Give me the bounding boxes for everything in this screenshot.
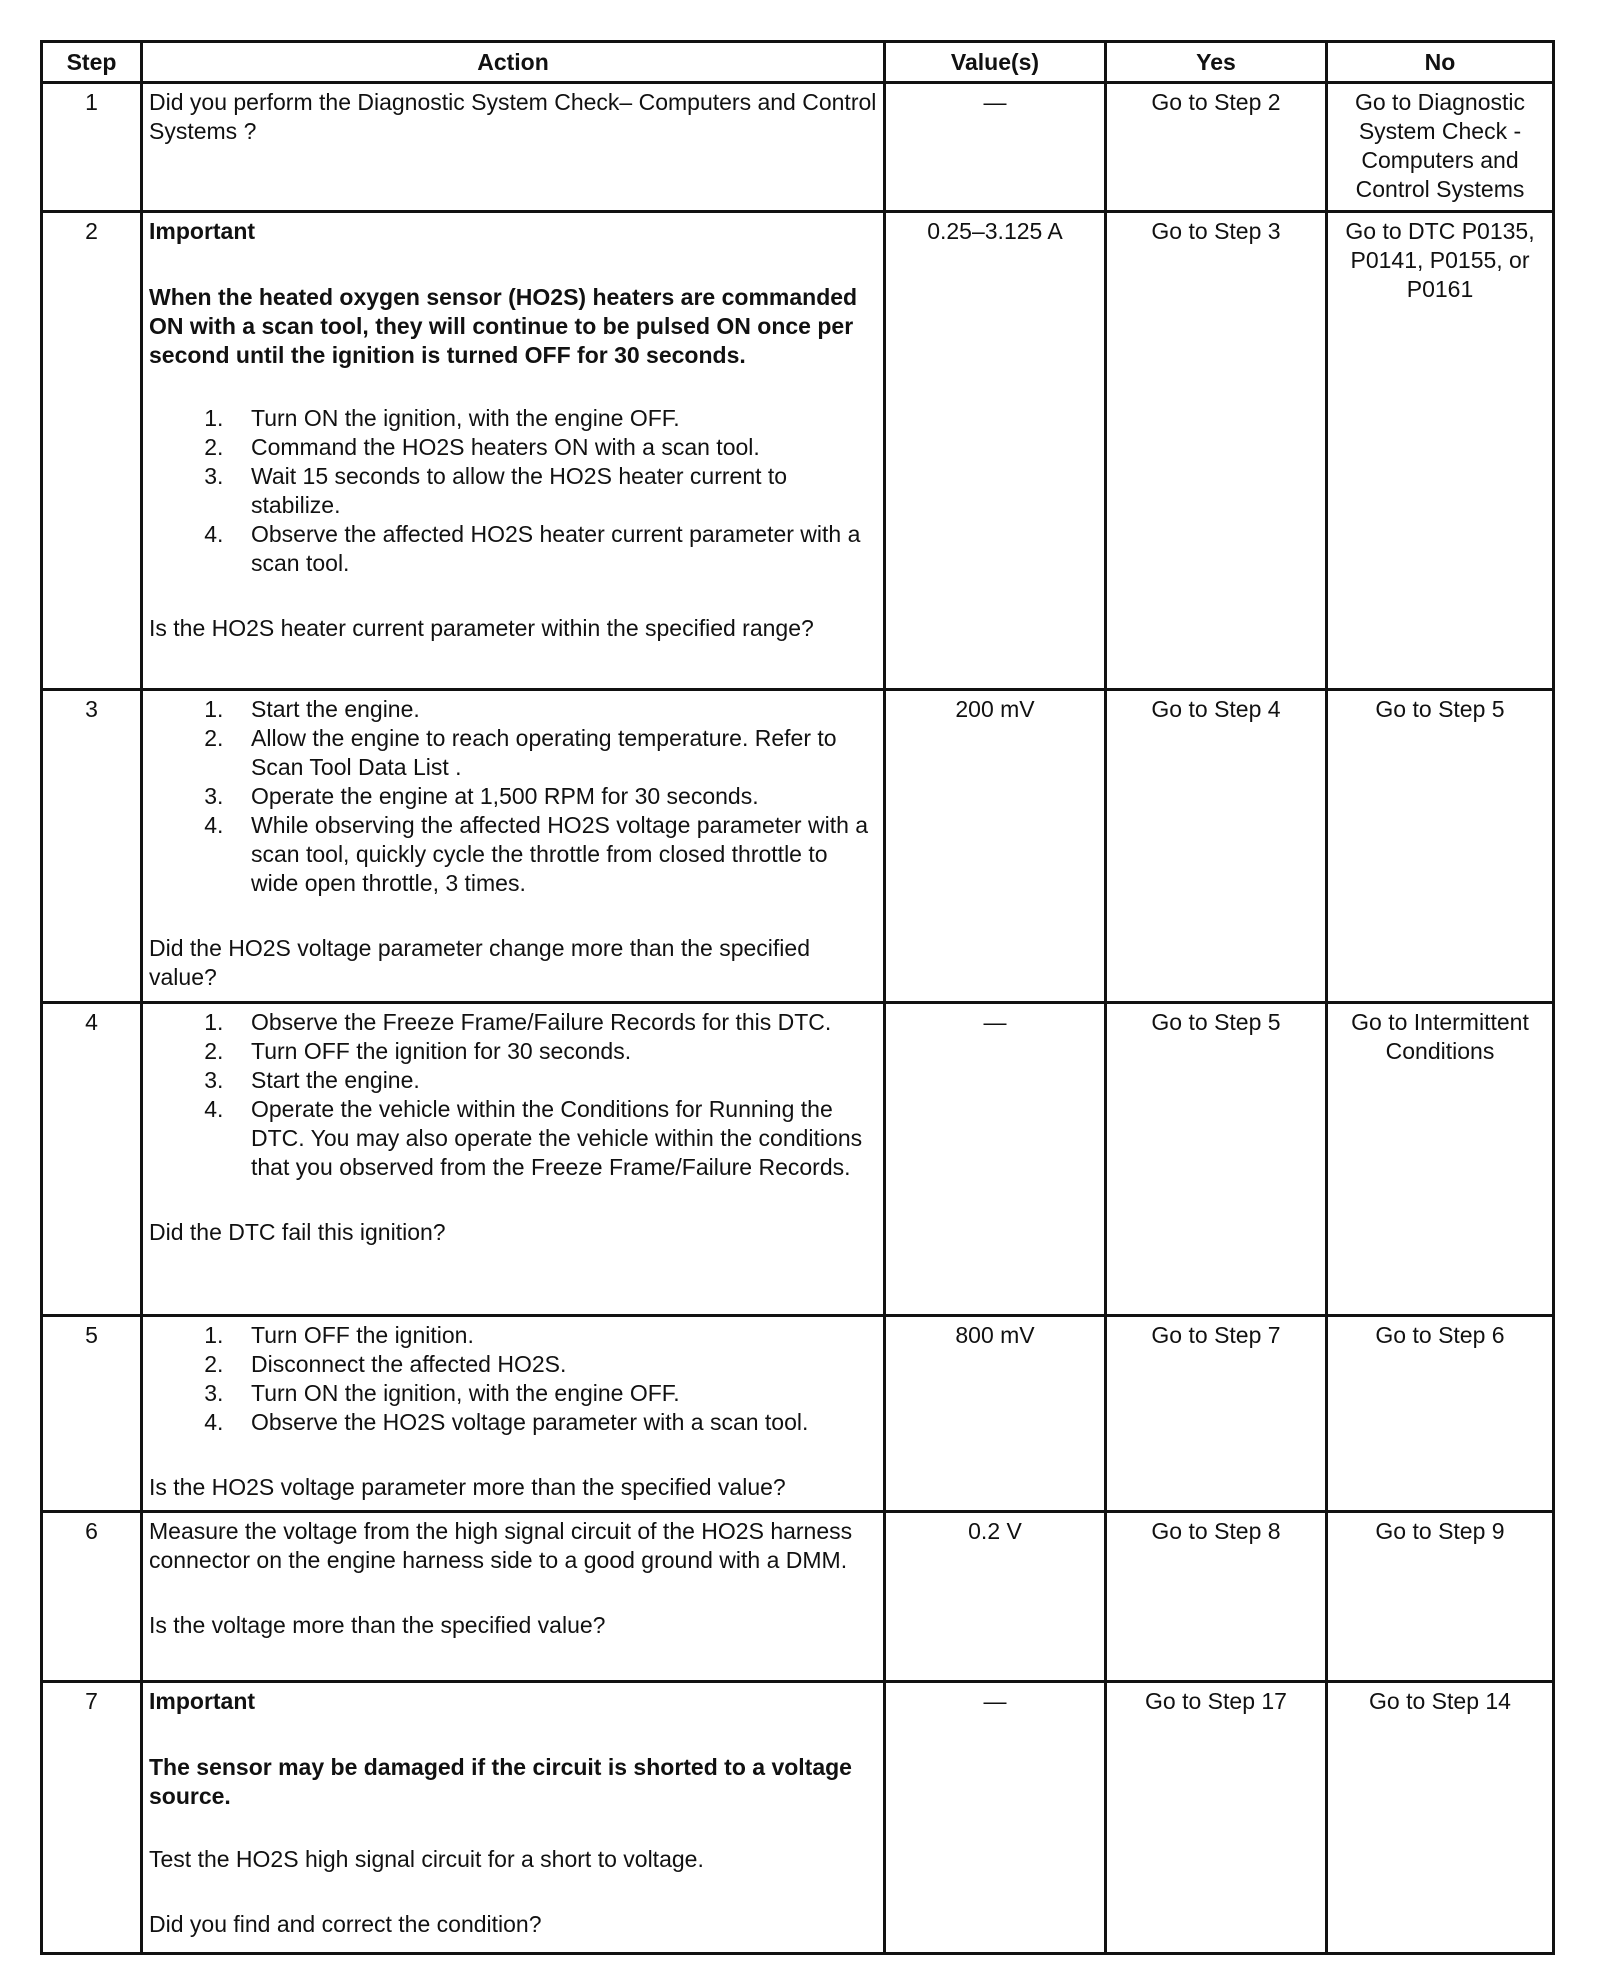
list-item: 3. Start the engine. (249, 1066, 877, 1095)
step-number: 3 (42, 690, 142, 1003)
value-cell: 0.25–3.125 A (885, 212, 1106, 690)
list-item: 1. Turn OFF the ignition. (249, 1321, 877, 1350)
list-item: 2. Turn OFF the ignition for 30 seconds. (249, 1037, 877, 1066)
value-cell: — (885, 1682, 1106, 1954)
no-cell: Go to Step 9 (1327, 1512, 1554, 1682)
step-number: 7 (42, 1682, 142, 1954)
list-item: 3. Turn ON the ignition, with the engine OFF. (249, 1379, 877, 1408)
table-row (42, 1682, 1554, 1954)
table-row (42, 1512, 1554, 1682)
list-item: 2. Disconnect the affected HO2S. (249, 1350, 877, 1379)
important-heading: Important (149, 1688, 256, 1714)
step-number: 4 (42, 1003, 142, 1316)
action-cell (142, 1316, 885, 1512)
header-yes: Yes (1106, 42, 1327, 83)
header-no: No (1327, 42, 1554, 83)
list-item: 1. Start the engine. (249, 695, 877, 724)
header-step: Step (42, 42, 142, 83)
step-number: 2 (42, 212, 142, 690)
table-row (42, 83, 1554, 212)
list-item: 1. Observe the Freeze Frame/Failure Records for this DTC. (249, 1008, 877, 1037)
no-cell: Go to Step 14 (1327, 1682, 1554, 1954)
action-cell (142, 1003, 885, 1316)
question-text: Did the DTC fail this ignition? (149, 1219, 446, 1245)
action-cell (142, 1512, 885, 1682)
action-steps-list (149, 404, 877, 578)
no-cell: Go to DTC P0135, P0141, P0155, or P0161 (1327, 212, 1554, 690)
list-item: 1. Turn ON the ignition, with the engine OFF. (249, 404, 877, 433)
no-cell: Go to Intermittent Conditions (1327, 1003, 1554, 1316)
question-text: Is the HO2S heater current parameter within the specified range? (149, 615, 814, 641)
action-steps-list (149, 1321, 877, 1437)
important-heading: Important (149, 218, 256, 244)
yes-cell: Go to Step 4 (1106, 690, 1327, 1003)
action-cell (142, 690, 885, 1003)
question-text: Did the HO2S voltage parameter change more than the specified value? (149, 935, 810, 990)
no-cell: Go to Step 5 (1327, 690, 1554, 1003)
table-row (42, 690, 1554, 1003)
action-text: Measure the voltage from the high signal circuit of the HO2S harness connector on the engine harness side to a good ground with a DMM. (149, 1518, 853, 1573)
action-text: Did you perform the Diagnostic System Check– Computers and Control Systems ? (149, 89, 877, 144)
yes-cell: Go to Step 17 (1106, 1682, 1327, 1954)
header-action: Action (142, 42, 885, 83)
question-text: Is the HO2S voltage parameter more than the specified value? (149, 1474, 786, 1500)
list-item: 4. Observe the HO2S voltage parameter with a scan tool. (249, 1408, 877, 1437)
no-cell: Go to Step 6 (1327, 1316, 1554, 1512)
list-item: 2. Allow the engine to reach operating temperature. Refer to Scan Tool Data List . (249, 724, 877, 782)
step-number: 1 (42, 83, 142, 212)
diagnostic-table (40, 40, 1555, 1955)
list-item: 3. Wait 15 seconds to allow the HO2S heater current to stabilize. (249, 462, 877, 520)
value-cell: 0.2 V (885, 1512, 1106, 1682)
no-cell: Go to Diagnostic System Check - Computers and Control Systems (1327, 83, 1554, 212)
table-row (42, 1316, 1554, 1512)
question-text: Is the voltage more than the specified value? (149, 1612, 606, 1638)
important-note: When the heated oxygen sensor (HO2S) heaters are commanded ON with a scan tool, they will continue to be pulsed ON once per second until the ignition is turned OFF for 30 seconds. (149, 284, 858, 368)
list-item: 3. Operate the engine at 1,500 RPM for 30 seconds. (249, 782, 877, 811)
header-row (42, 42, 1554, 83)
header-value: Value(s) (885, 42, 1106, 83)
value-cell: — (885, 83, 1106, 212)
action-steps-list (149, 695, 877, 898)
step-number: 6 (42, 1512, 142, 1682)
yes-cell: Go to Step 7 (1106, 1316, 1327, 1512)
yes-cell: Go to Step 8 (1106, 1512, 1327, 1682)
table-row (42, 1003, 1554, 1316)
yes-cell: Go to Step 2 (1106, 83, 1327, 212)
question-text: Did you find and correct the condition? (149, 1911, 542, 1937)
action-steps-list (149, 1008, 877, 1182)
value-cell: 200 mV (885, 690, 1106, 1003)
important-note: The sensor may be damaged if the circuit is shorted to a voltage source. (149, 1754, 852, 1809)
value-cell: 800 mV (885, 1316, 1106, 1512)
action-text: Test the HO2S high signal circuit for a short to voltage. (149, 1846, 704, 1872)
value-cell: — (885, 1003, 1106, 1316)
yes-cell: Go to Step 5 (1106, 1003, 1327, 1316)
table-row (42, 212, 1554, 690)
yes-cell: Go to Step 3 (1106, 212, 1327, 690)
list-item: 2. Command the HO2S heaters ON with a scan tool. (249, 433, 877, 462)
list-item: 4. Observe the affected HO2S heater current parameter with a scan tool. (249, 520, 877, 578)
list-item: 4. Operate the vehicle within the Conditions for Running the DTC. You may also operate the vehicle within the conditions that you observed from the Freeze Frame/Failure Records. (249, 1095, 877, 1182)
action-cell (142, 1682, 885, 1954)
step-number: 5 (42, 1316, 142, 1512)
diagnostic-page (40, 40, 1552, 1955)
action-cell (142, 212, 885, 690)
list-item: 4. While observing the affected HO2S voltage parameter with a scan tool, quickly cycle the throttle from closed throttle to wide open throttle, 3 times. (249, 811, 877, 898)
action-cell (142, 83, 885, 212)
